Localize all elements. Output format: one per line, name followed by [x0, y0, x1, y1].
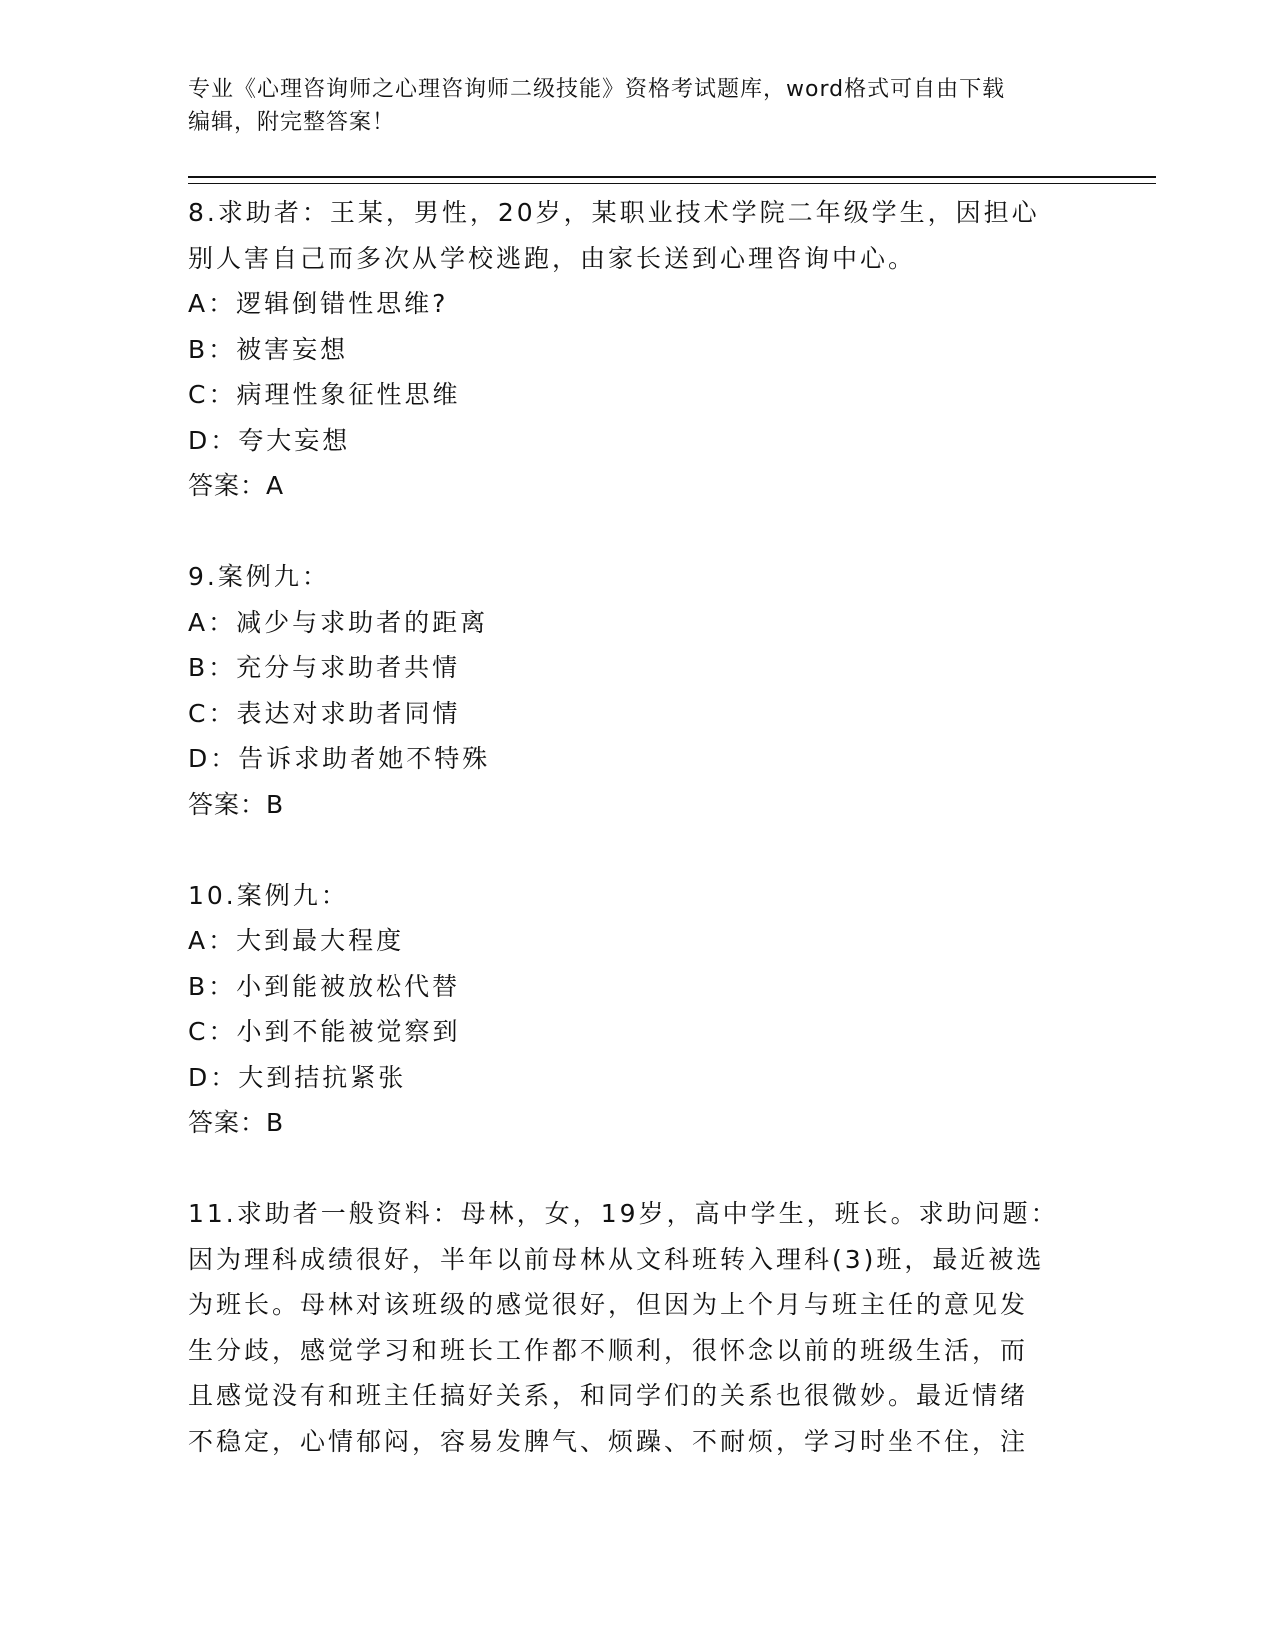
question-list [188, 190, 1088, 1464]
option-c: C：病理性象征性思维 [188, 380, 461, 409]
header-divider-thick [188, 176, 1156, 178]
option-d: D：告诉求助者她不特殊 [188, 744, 491, 773]
option-d: D：大到拮抗紧张 [188, 1062, 407, 1092]
question-stem-line: 9.案例九： [188, 562, 330, 591]
option-a: A：大到最大程度 [188, 926, 405, 955]
header-line-2: 编辑，附完整答案！ [188, 110, 396, 135]
question-8 [188, 190, 1088, 509]
question-stem-line: 因为理科成绩很好，半年以前母林从文科班转入理科(3)班，最近被选 [188, 1244, 1045, 1274]
question-stem-line: 10.案例九： [188, 880, 349, 910]
option-c: C：表达对求助者同情 [188, 698, 461, 728]
option-a: A：减少与求助者的距离 [188, 607, 489, 637]
option-c: C：小到不能被觉察到 [188, 1017, 461, 1046]
option-b: B：被害妄想 [188, 334, 349, 364]
spacer [188, 827, 1088, 873]
question-stem-line: 8.求助者：王某，男性，20岁，某职业技术学院二年级学生，因担心 [188, 198, 1040, 227]
question-9 [188, 554, 1088, 827]
option-b: B：充分与求助者共情 [188, 653, 461, 682]
answer: 答案：A [188, 471, 285, 500]
question-10 [188, 873, 1088, 1146]
question-stem-line: 不稳定，心情郁闷，容易发脾气、烦躁、不耐烦，学习时坐不住，注 [188, 1426, 1029, 1456]
spacer [188, 1146, 1088, 1192]
question-stem-line: 且感觉没有和班主任搞好关系，和同学们的关系也很微妙。最近情绪 [188, 1381, 1029, 1410]
document-header [188, 73, 1068, 139]
question-stem-line: 别人害自己而多次从学校逃跑，由家长送到心理咨询中心。 [188, 243, 917, 273]
question-stem-line: 为班长。母林对该班级的感觉很好，但因为上个月与班主任的意见发 [188, 1290, 1029, 1319]
header-line-1: 专业《心理咨询师之心理咨询师二级技能》资格考试题库，word格式可自由下载 [188, 77, 1006, 102]
answer: 答案：B [188, 789, 285, 819]
answer: 答案：B [188, 1108, 285, 1137]
question-11 [188, 1191, 1088, 1464]
option-a: A：逻辑倒错性思维? [188, 289, 449, 318]
question-stem-line: 生分歧，感觉学习和班长工作都不顺利，很怀念以前的班级生活，而 [188, 1335, 1029, 1365]
option-d: D：夸大妄想 [188, 425, 351, 455]
question-stem-line: 11.求助者一般资料：母林，女，19岁，高中学生，班长。求助问题： [188, 1199, 1059, 1228]
header-divider-thin [188, 183, 1156, 184]
option-b: B：小到能被放松代替 [188, 971, 461, 1001]
spacer [188, 509, 1088, 555]
